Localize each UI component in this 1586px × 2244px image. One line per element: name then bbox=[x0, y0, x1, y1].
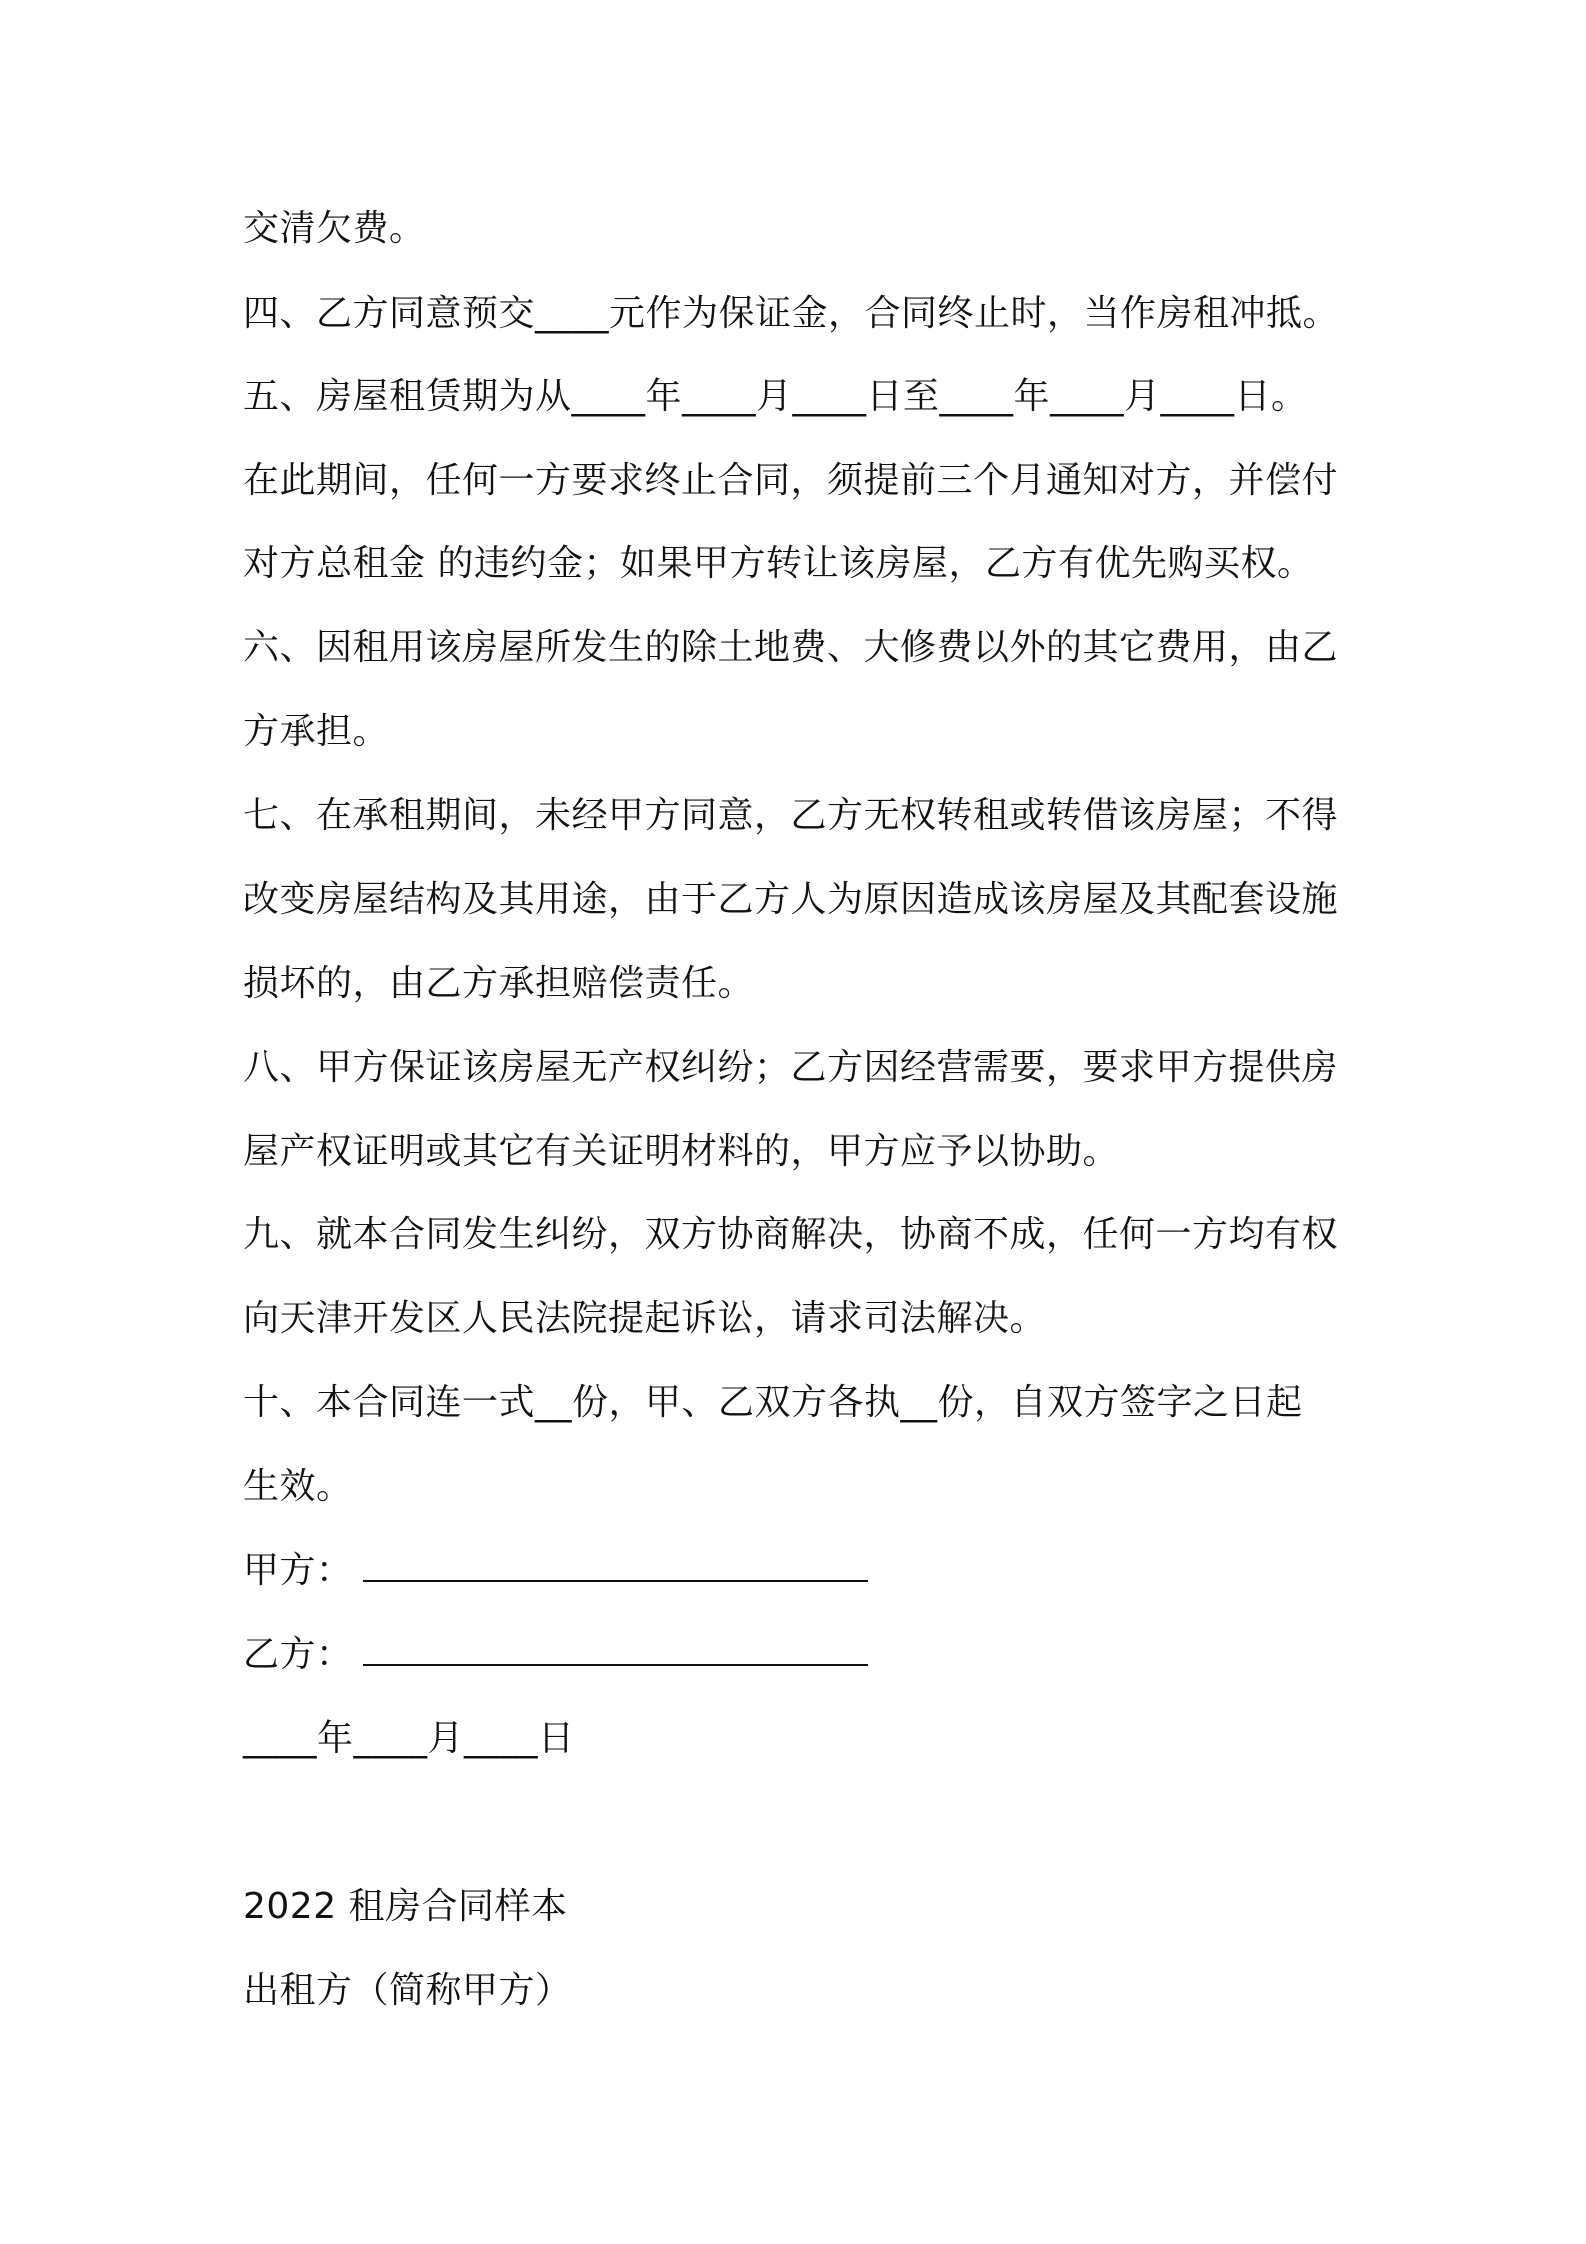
next-contract-title: 2022 租房合同样本 bbox=[243, 1886, 568, 1927]
clause-6: 六、因租用该房屋所发生的除土地费、大修费以外的其它费用，由乙 bbox=[243, 627, 1339, 668]
contract-line: 损坏的，由乙方承担赔偿责任。 bbox=[243, 963, 755, 1004]
party-b-signature bbox=[243, 1631, 868, 1679]
party-a-signature-line bbox=[363, 1550, 868, 1582]
signing-date: ____年____月____日 bbox=[243, 1718, 575, 1759]
clause-7: 七、在承租期间，未经甲方同意，乙方无权转租或转借该房屋；不得 bbox=[243, 795, 1339, 836]
party-a-signature bbox=[243, 1547, 868, 1595]
clause-9: 九、就本合同发生纠纷，双方协商解决，协商不成，任何一方均有权 bbox=[243, 1214, 1339, 1255]
clause-8: 八、甲方保证该房屋无产权纠纷；乙方因经营需要，要求甲方提供房 bbox=[243, 1047, 1339, 1088]
contract-line: 改变房屋结构及其用途，由于乙方人为原因造成该房屋及其配套设施 bbox=[243, 879, 1339, 920]
contract-line: 方承担。 bbox=[243, 711, 390, 752]
contract-line: 交清欠费。 bbox=[243, 208, 426, 249]
clause-5: 五、房屋租赁期为从____年____月____日至____年____月____日。 bbox=[243, 376, 1308, 417]
party-a-label: 甲方： bbox=[243, 1550, 353, 1591]
contract-line: 生效。 bbox=[243, 1466, 353, 1507]
party-b-signature-line bbox=[363, 1634, 868, 1666]
clause-10: 十、本合同连一式__份，甲、乙双方各执__份，自双方签字之日起 bbox=[243, 1382, 1303, 1423]
party-b-label: 乙方： bbox=[243, 1634, 353, 1675]
contract-line: 对方总租金 的违约金；如果甲方转让该房屋，乙方有优先购买权。 bbox=[243, 543, 1314, 584]
lessor-line: 出租方（简称甲方） bbox=[243, 1970, 572, 2011]
contract-line: 屋产权证明或其它有关证明材料的，甲方应予以协助。 bbox=[243, 1131, 1120, 1172]
clause-4: 四、乙方同意预交____元作为保证金，合同终止时，当作房租冲抵。 bbox=[243, 293, 1340, 334]
contract-line: 向天津开发区人民法院提起诉讼，请求司法解决。 bbox=[243, 1298, 1047, 1339]
contract-line: 在此期间，任何一方要求终止合同，须提前三个月通知对方，并偿付 bbox=[243, 460, 1339, 501]
